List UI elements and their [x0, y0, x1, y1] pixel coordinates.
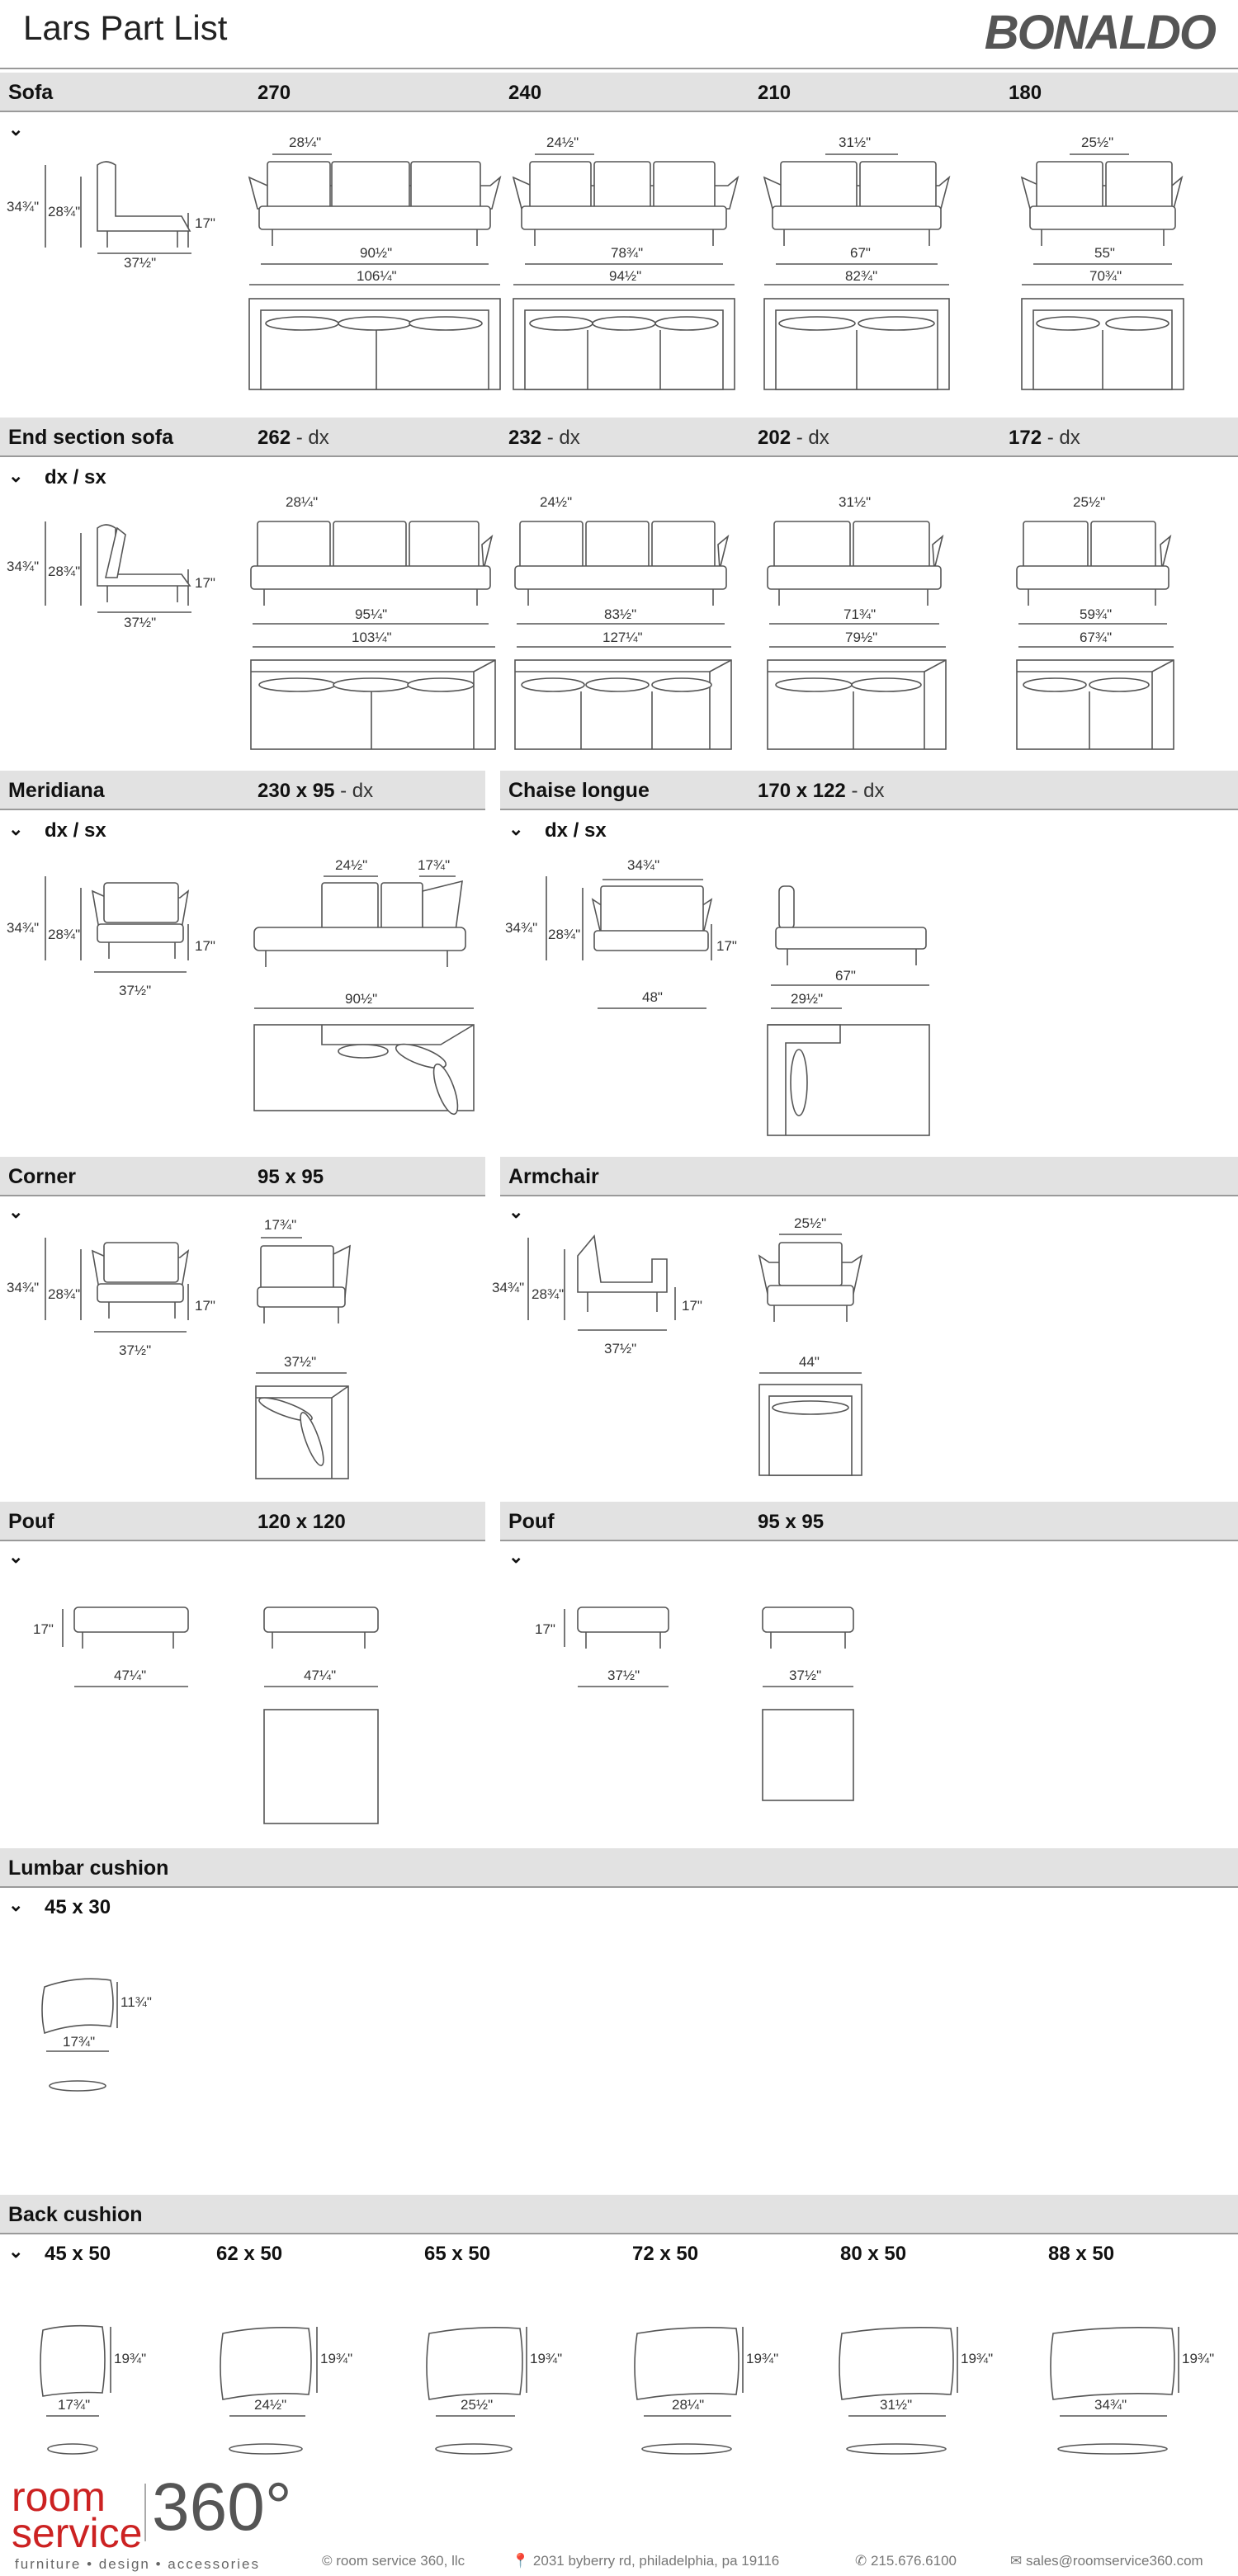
size-label: 45 x 50: [45, 2243, 111, 2265]
section-bar-pouf-small: [500, 1502, 1238, 1541]
size-label: 170 x 122 - dx: [758, 780, 885, 802]
corner-plan: [256, 1386, 348, 1479]
end-section-232-plan: [515, 660, 731, 749]
dim-label: 28¾": [48, 564, 81, 579]
back-cushion-45: [40, 2326, 111, 2454]
dim-label: 25½": [1081, 134, 1114, 150]
footer-logo-number: 360°: [152, 2470, 292, 2545]
dim-label: 67": [835, 968, 856, 984]
end-section-172-plan: [1017, 660, 1174, 749]
size-label: 230 x 95 - dx: [258, 780, 374, 802]
chaise-plan: [768, 1025, 929, 1135]
sofa-240-plan: [513, 299, 735, 389]
dim-label: 90½": [345, 991, 378, 1007]
section-title-end-section: End section sofa: [8, 426, 174, 449]
armchair-front: [759, 1234, 862, 1373]
dim-label: 37½": [124, 615, 157, 630]
page-title: Lars Part List: [23, 8, 228, 47]
dim-label: 37½": [284, 1354, 317, 1370]
dim-label: 25½": [1073, 494, 1106, 510]
dim-label: 28¾": [48, 1286, 81, 1302]
chevron-down-icon[interactable]: ⌄: [8, 465, 24, 486]
size-label: 62 x 50: [216, 2243, 283, 2265]
dim-label: 31½": [880, 2397, 913, 2413]
dim-label: 44": [799, 1354, 820, 1370]
chevron-down-icon[interactable]: ⌄: [8, 819, 24, 839]
dim-label: 106¼": [357, 268, 397, 284]
dim-label: 17¾": [58, 2397, 91, 2413]
section-title-back: Back cushion: [8, 2203, 143, 2226]
pouf-120-front: [264, 1607, 378, 1823]
dim-label: 24½": [546, 134, 579, 150]
section-title-meridiana: Meridiana: [8, 779, 105, 802]
dim-label: 17": [33, 1621, 54, 1637]
phone-icon: ✆: [855, 2553, 867, 2569]
dim-label: 55": [1094, 245, 1115, 261]
end-section-262-front: [251, 521, 495, 647]
dim-label: 25½": [461, 2397, 494, 2413]
size-label: 232 - dx: [508, 427, 580, 449]
footer-address: 📍 2031 byberry rd, philadelphia, pa 19116: [512, 2553, 780, 2569]
chevron-down-icon[interactable]: ⌄: [508, 1546, 524, 1567]
end-section-262-plan: [251, 660, 495, 749]
dim-label: 71¾": [843, 606, 877, 622]
side-view-corner: [45, 1238, 188, 1332]
corner-front: [256, 1238, 350, 1373]
size-label: 45 x 30: [45, 1896, 111, 1918]
section-title-sofa: Sofa: [8, 81, 54, 104]
size-label: 210: [758, 82, 791, 104]
section-title-pouf: Pouf: [8, 1510, 54, 1533]
brand-logo: BONALDO: [984, 6, 1215, 59]
map-pin-icon: 📍: [512, 2553, 530, 2569]
dim-label: 34¾": [492, 1280, 525, 1295]
dim-label: 37½": [119, 1342, 152, 1358]
dim-label: 70¾": [1089, 268, 1122, 284]
section-title-armchair: Armchair: [508, 1165, 599, 1188]
dim-label: 28¼": [289, 134, 322, 150]
dim-label: 47¼": [304, 1668, 337, 1683]
section-bar-back: [0, 2195, 1238, 2234]
back-cushion-62: [220, 2327, 317, 2454]
size-label: 172 - dx: [1009, 427, 1080, 449]
dim-label: 59¾": [1080, 606, 1113, 622]
size-label: 240: [508, 82, 542, 104]
meridiana-front: [254, 876, 474, 1008]
dim-label: 34¾": [1094, 2397, 1127, 2413]
size-label: 202 - dx: [758, 427, 829, 449]
dim-label: 34¾": [505, 920, 538, 936]
dim-label: 37½": [607, 1668, 640, 1683]
dim-label: 78¾": [611, 245, 644, 261]
dim-label: 79½": [845, 630, 878, 645]
dim-label: 17": [195, 938, 215, 954]
dim-label: 19¾": [530, 2351, 563, 2366]
dim-label: 47¼": [114, 1668, 147, 1683]
side-view-armchair: [528, 1236, 675, 1330]
variant-label: dx / sx: [45, 466, 106, 488]
dim-label: 95¼": [355, 606, 388, 622]
dim-label: 28¾": [548, 927, 581, 942]
dim-label: 37½": [604, 1341, 637, 1356]
back-cushion-80: [839, 2327, 957, 2454]
dim-label: 17¾": [63, 2034, 96, 2050]
sofa-210-plan: [764, 299, 949, 389]
chevron-down-icon[interactable]: ⌄: [8, 1894, 24, 1915]
chevron-down-icon[interactable]: ⌄: [8, 119, 24, 139]
dim-label: 19¾": [961, 2351, 994, 2366]
dim-label: 83½": [604, 606, 637, 622]
variant-label: dx / sx: [45, 819, 106, 842]
dim-label: 17": [682, 1298, 702, 1314]
end-section-202-plan: [768, 660, 946, 749]
dim-label: 19¾": [114, 2351, 147, 2366]
dim-label: 67¾": [1080, 630, 1113, 645]
dim-label: 17": [716, 938, 737, 954]
sofa-210-front: [764, 154, 949, 285]
chevron-down-icon[interactable]: ⌄: [8, 1201, 24, 1222]
dim-label: 19¾": [1182, 2351, 1215, 2366]
pouf-95-front: [763, 1607, 853, 1800]
back-cushion-65: [427, 2327, 527, 2454]
section-title-chaise: Chaise longue: [508, 779, 650, 802]
sofa-240-front: [513, 154, 738, 285]
dim-label: 17": [195, 1298, 215, 1314]
dim-label: 37½": [124, 255, 157, 271]
dim-label: 34¾": [627, 857, 660, 873]
sofa-270-plan: [249, 299, 500, 389]
dim-label: 19¾": [746, 2351, 779, 2366]
footer-email[interactable]: ✉ sales@roomservice360.com: [1010, 2553, 1203, 2569]
dim-label: 11¾": [120, 1994, 152, 2010]
chevron-down-icon[interactable]: ⌄: [508, 819, 524, 839]
dim-label: 34¾": [7, 199, 40, 215]
armchair-plan: [759, 1385, 862, 1475]
dim-label: 25½": [794, 1215, 827, 1231]
size-label: 270: [258, 82, 291, 104]
sofa-180-plan: [1022, 299, 1184, 389]
dim-label: 19¾": [320, 2351, 353, 2366]
dim-label: 34¾": [7, 920, 40, 936]
dim-label: 28¾": [532, 1286, 565, 1302]
dim-label: 34¾": [7, 559, 40, 574]
sofa-270-front: [249, 154, 500, 285]
size-label: 65 x 50: [424, 2243, 491, 2265]
size-label: 72 x 50: [632, 2243, 699, 2265]
chevron-down-icon[interactable]: ⌄: [8, 2241, 24, 2262]
section-bar-lumbar: [0, 1848, 1238, 1888]
dim-label: 29½": [791, 991, 824, 1007]
section-bar-pouf-large: [0, 1502, 485, 1541]
dim-label: 24½": [335, 857, 368, 873]
footer-copyright: © room service 360, llc: [322, 2553, 465, 2569]
size-label: 80 x 50: [840, 2243, 907, 2265]
size-label: 95 x 95: [258, 1166, 324, 1188]
footer-logo[interactable]: room service: [12, 2474, 143, 2556]
dim-label: 24½": [540, 494, 573, 510]
chevron-down-icon[interactable]: ⌄: [508, 1201, 524, 1222]
dim-label: 82¾": [845, 268, 878, 284]
size-label: 262 - dx: [258, 427, 329, 449]
meridiana-plan: [254, 1025, 474, 1116]
dim-label: 127¼": [602, 630, 643, 645]
dim-label: 90½": [360, 245, 393, 261]
dim-label: 37½": [119, 983, 152, 998]
dim-label: 28¼": [672, 2397, 705, 2413]
section-title-lumbar: Lumbar cushion: [8, 1857, 169, 1880]
end-section-202-front: [768, 521, 946, 647]
dim-label: 67": [850, 245, 871, 261]
back-cushion-88: [1051, 2327, 1179, 2454]
size-label: 180: [1009, 82, 1042, 104]
chaise-front: [546, 876, 711, 1008]
dim-label: 31½": [839, 494, 872, 510]
footer-tagline: furniture • design • accessories: [15, 2556, 261, 2572]
size-label: 95 x 95: [758, 1511, 825, 1533]
section-bar-armchair: [500, 1157, 1238, 1196]
dim-label: 17¾": [418, 857, 451, 873]
chevron-down-icon[interactable]: ⌄: [8, 1546, 24, 1567]
section-title-corner: Corner: [8, 1165, 76, 1188]
variant-label: dx / sx: [545, 819, 607, 842]
dim-label: 28¾": [48, 204, 81, 219]
sofa-180-front: [1022, 154, 1184, 285]
section-title-pouf: Pouf: [508, 1510, 555, 1533]
end-section-172-front: [1017, 521, 1174, 647]
side-view-meridiana: [45, 876, 188, 972]
dim-label: 17¾": [264, 1217, 297, 1233]
chaise-side: [771, 886, 929, 1008]
back-cushion-72: [635, 2327, 743, 2454]
dim-label: 48": [642, 989, 663, 1005]
dim-label: 17": [195, 575, 215, 591]
dim-label: 31½": [839, 134, 872, 150]
dim-label: 103¼": [352, 630, 392, 645]
dim-label: 37½": [789, 1668, 822, 1683]
mail-icon: ✉: [1010, 2553, 1023, 2569]
dim-label: 34¾": [7, 1280, 40, 1295]
end-section-232-front: [515, 521, 731, 647]
dim-label: 24½": [254, 2397, 287, 2413]
dim-label: 17": [195, 215, 215, 231]
footer-phone[interactable]: ✆ 215.676.6100: [855, 2553, 957, 2569]
dim-label: 28¾": [48, 927, 81, 942]
size-label: 120 x 120: [258, 1511, 346, 1533]
dim-label: 94½": [609, 268, 642, 284]
size-label: 88 x 50: [1048, 2243, 1115, 2265]
dim-label: 28¼": [286, 494, 319, 510]
dim-label: 17": [535, 1621, 555, 1637]
